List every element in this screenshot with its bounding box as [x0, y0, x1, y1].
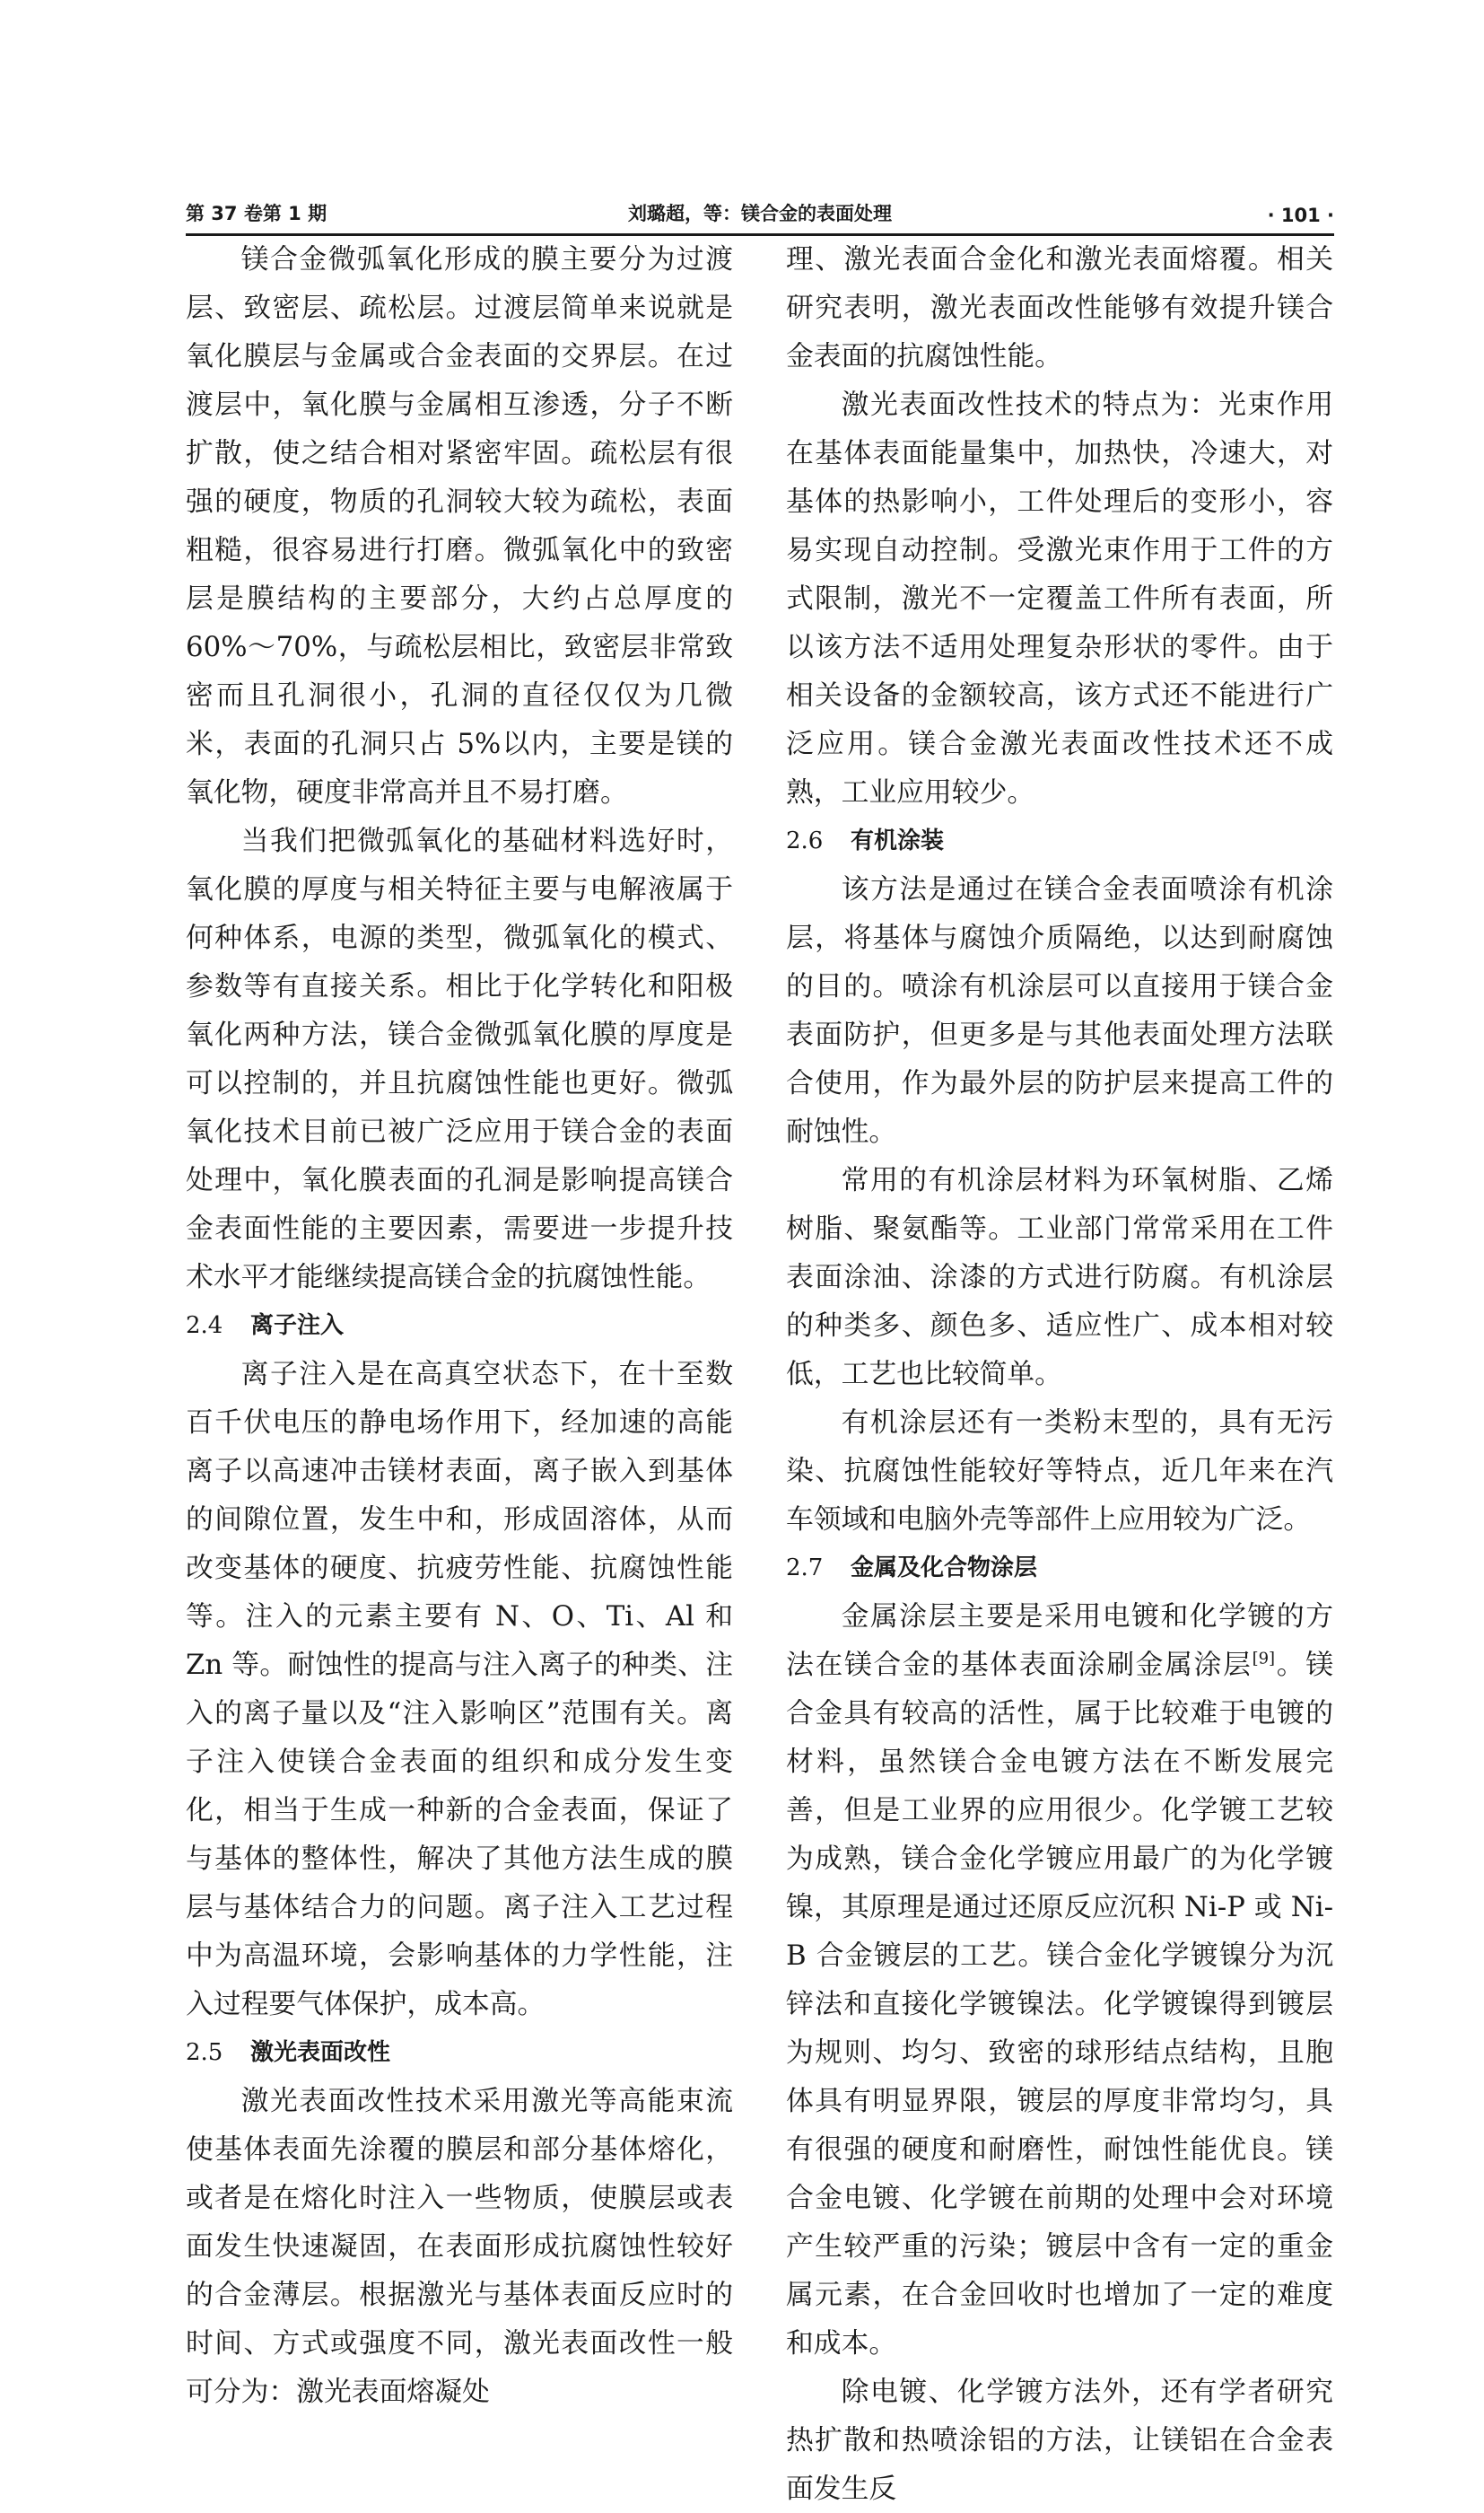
left-column [186, 235, 733, 2416]
paragraph-mao-layers: 镁合金微弧氧化形成的膜主要分为过渡层、致密层、疏松层。过渡层简单来说就是氧化膜层与金属或合金表面的交界层。在过渡层中，氧化膜与金属相互渗透，分子不断扩散，使之结合相对紧密牢固。疏松层有很强的硬度，物质的孔洞较大较为疏松，表面粗糙，很容易进行打磨。微弧氧化中的致密层是膜结构的主要部分，大约占总厚度的 60%～70%，与疏松层相比，致密层非常致密而且孔洞很小，孔洞的直径仅仅为几微米，表面的孔洞只占 5%以内，主要是镁的氧化物，硬度非常高并且不易打磨。 [186, 243, 733, 809]
section-number: 2.7 [786, 1554, 824, 1581]
citation-reference: [9] [1252, 1649, 1276, 1668]
paragraph-text: 金属涂层主要是采用电镀和化学镀的方法在镁合金的基体表面涂刷金属涂层 [786, 1600, 1333, 1681]
page-number: · 101 · [1267, 205, 1334, 226]
section-title: 离子注入 [250, 1312, 345, 1339]
paragraph-text: 。镁合金具有较高的活性，属于比较难于电镀的材料，虽然镁合金电镀方法在不断发展完善，但是工业界的应用很少。化学镀工艺较为成熟，镁合金化学镀应用最广的为化学镀镍，其原理是通过还原反应沉积 Ni-P 或 Ni-B 合金镀层的工艺。镁合金化学镀镍分为沉锌法和直接化学镀镍法。化学镀镍得到镀层为规则、均匀、致密的球形结点结构，且胞体具有明显界限，镀层的厚度非常均匀，具有很强的硬度和耐磨性，耐蚀性能优良。镁合金电镀、化学镀在前期的处理中会对环境产生较严重的污染；镀层中含有一定的重金属元素，在合金回收时也增加了一定的难度和成本。 [786, 1649, 1334, 2360]
paragraph-powder-coating: 有机涂层还有一类粉末型的，具有无污染、抗腐蚀性能较好等特点，近几年来在汽车领域和电脑外壳等部件上应用较为广泛。 [786, 1406, 1333, 1536]
section-heading-2-4 [186, 1301, 733, 1350]
section-title: 激光表面改性 [250, 2039, 391, 2066]
section-title: 金属及化合物涂层 [851, 1554, 1038, 1581]
section-heading-2-6 [786, 817, 1333, 865]
section-title: 有机涂装 [851, 827, 945, 854]
article-running-title: 刘璐超，等：镁合金的表面处理 [628, 203, 892, 224]
section-number: 2.5 [186, 2039, 223, 2066]
running-header [186, 192, 1334, 236]
paragraph-thermal-diffusion: 除电镀、化学镀方法外，还有学者研究热扩散和热喷涂铝的方法，让镁铝在合金表面发生反 [786, 2376, 1333, 2505]
right-column [786, 235, 1333, 2513]
section-number: 2.6 [786, 827, 824, 854]
section-heading-2-5 [186, 2028, 733, 2077]
paragraph-laser-modification: 激光表面改性技术采用激光等高能束流使基体表面先涂覆的膜层和部分基体熔化，或者是在熔化时注入一些物质，使膜层或表面发生快速凝固，在表面形成抗腐蚀性较好的合金薄层。根据激光与基体表面反应时的时间、方式或强度不同，激光表面改性一般可分为：激光表面熔凝处 [186, 2085, 733, 2408]
journal-volume-issue: 第 37 卷第 1 期 [186, 203, 327, 224]
paragraph-laser-continued: 理、激光表面合金化和激光表面熔覆。相关研究表明，激光表面改性能够有效提升镁合金表面的抗腐蚀性能。 [786, 243, 1333, 372]
paragraph-mao-factors: 当我们把微弧氧化的基础材料选好时，氧化膜的厚度与相关特征主要与电解液属于何种体系，电源的类型，微弧氧化的模式、参数等有直接关系。相比于化学转化和阳极氧化两种方法，镁合金微弧氧化膜的厚度是可以控制的，并且抗腐蚀性能也更好。微弧氧化技术目前已被广泛应用于镁合金的表面处理中，氧化膜表面的孔洞是影响提高镁合金表面性能的主要因素，需要进一步提升技术水平才能继续提高镁合金的抗腐蚀性能。 [186, 825, 733, 1293]
paragraph-laser-features: 激光表面改性技术的特点为：光束作用在基体表面能量集中，加热快，冷速大，对基体的热影响小，工件处理后的变形小，容易实现自动控制。受激光束作用于工件的方式限制，激光不一定覆盖工件所有表面，所以该方法不适用处理复杂形状的零件。由于相关设备的金额较高，该方式还不能进行广泛应用。镁合金激光表面改性技术还不成熟，工业应用较少。 [786, 389, 1333, 809]
section-number: 2.4 [186, 1312, 223, 1339]
paragraph-organic-coating: 该方法是通过在镁合金表面喷涂有机涂层，将基体与腐蚀介质隔绝，以达到耐腐蚀的目的。喷涂有机涂层可以直接用于镁合金表面防护，但更多是与其他表面处理方法联合使用，作为最外层的防护层来提高工件的耐蚀性。 [786, 873, 1333, 1148]
paragraph-organic-materials: 常用的有机涂层材料为环氧树脂、乙烯树脂、聚氨酯等。工业部门常常采用在工件表面涂油、涂漆的方式进行防腐。有机涂层的种类多、颜色多、适应性广、成本相对较低，工艺也比较简单。 [786, 1164, 1333, 1390]
section-heading-2-7 [786, 1544, 1333, 1592]
paragraph-metal-coating [786, 1592, 1333, 2368]
paragraph-ion-implantation: 离子注入是在高真空状态下，在十至数百千伏电压的静电场作用下，经加速的高能离子以高速冲击镁材表面，离子嵌入到基体的间隙位置，发生中和，形成固溶体，从而改变基体的硬度、抗疲劳性能、抗腐蚀性能等。注入的元素主要有 N、O、Ti、Al 和 Zn 等。耐蚀性的提高与注入离子的种类、注入的离子量以及“注入影响区”范围有关。离子注入使镁合金表面的组织和成分发生变化，相当于生成一种新的合金表面，保证了与基体的整体性，解决了其他方法生成的膜层与基体结合力的问题。离子注入工艺过程中为高温环境，会影响基体的力学性能，注入过程要气体保护，成本高。 [186, 1358, 733, 2020]
